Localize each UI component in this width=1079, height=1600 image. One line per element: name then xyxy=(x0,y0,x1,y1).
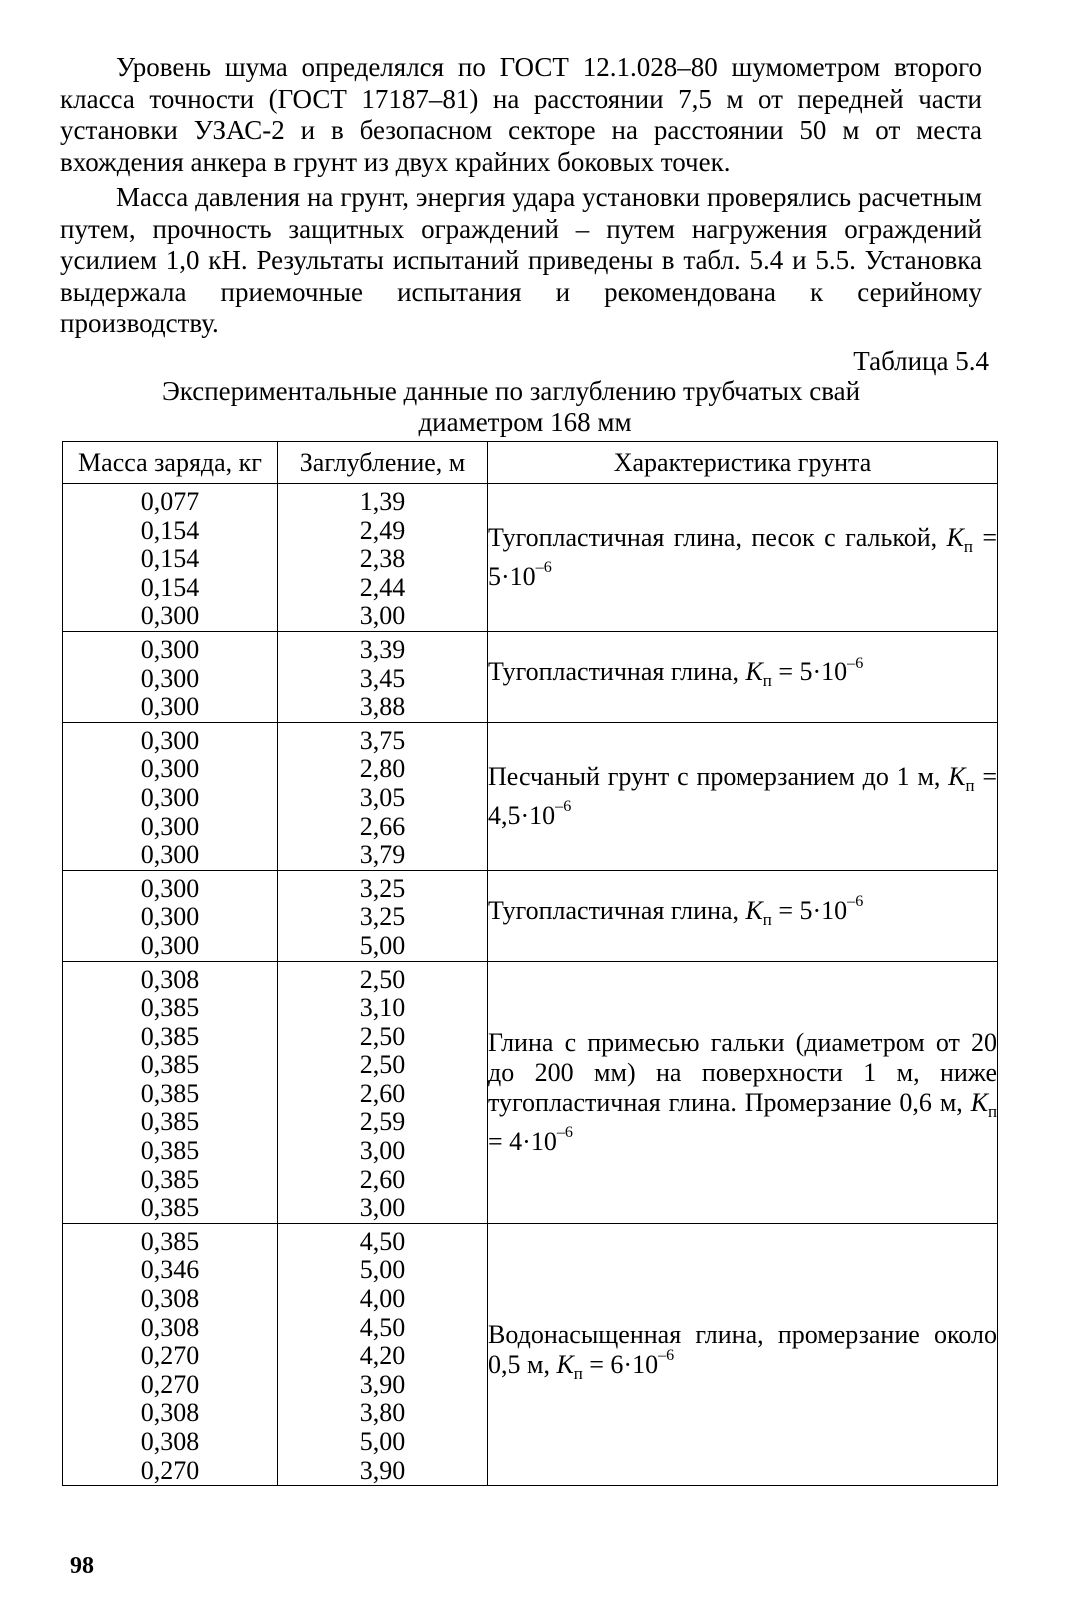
paragraph-test-results: Масса давления на грунт, энергия удара установки проверялись расчетным путем, прочность защитных ограждений – путем нагружения ограждений усилием 1,0 кН. Результаты испытаний приведены в табл. 5.4 и 5.5. Установка выдержала приемочные испытания и рекомендована к серийному производству. xyxy=(60,182,982,338)
mass-value: 0,300 xyxy=(140,840,200,870)
soil-description: Глина с примесью гальки (диаметром от 20 до 200 мм) на поверхности 1 м, ниже тугопластичная глина. Промерзание 0,6 м, xyxy=(488,1027,997,1117)
soil-description-cell xyxy=(488,631,998,722)
coefficient-subscript: п xyxy=(987,1101,997,1121)
soil-description: Тугопластичная глина, песок с галькой, xyxy=(488,522,938,552)
coefficient-symbol: К xyxy=(948,761,966,791)
mass-value: 0,308 xyxy=(140,1427,200,1456)
soil-description: Водонасыщенная глина, промерзание около 0,5 м, xyxy=(488,1319,997,1379)
page-number: 98 xyxy=(70,1553,94,1579)
depth-value: 3,10 xyxy=(359,993,406,1023)
depth-value: 4,20 xyxy=(359,1341,406,1371)
table-title xyxy=(62,375,988,438)
coefficient-value: = 5·10 xyxy=(771,896,848,926)
mass-cell xyxy=(63,961,278,1223)
table-header-row xyxy=(63,442,998,484)
mass-value: 0,385 xyxy=(140,1050,200,1080)
coefficient-exponent: –6 xyxy=(555,798,572,816)
soil-description: Тугопластичная глина, xyxy=(488,657,740,687)
mass-value: 0,385 xyxy=(140,1021,200,1051)
depth-value: 3,45 xyxy=(359,663,406,693)
mass-value: 0,300 xyxy=(140,873,200,903)
depth-value: 2,38 xyxy=(359,544,406,574)
mass-value: 0,300 xyxy=(140,692,200,722)
depth-value: 3,75 xyxy=(359,725,406,755)
mass-value: 0,300 xyxy=(140,634,200,664)
depth-value: 3,90 xyxy=(359,1369,406,1399)
coefficient-exponent: –6 xyxy=(847,893,864,911)
soil-description: Песчаный грунт с промерзанием до 1 м, xyxy=(488,761,941,791)
header-charge-mass: Масса заряда, кг xyxy=(63,442,278,484)
coefficient-value: = 4·10 xyxy=(488,1126,557,1156)
depth-cell xyxy=(278,631,488,722)
mass-value: 0,300 xyxy=(140,902,200,932)
depth-value: 4,50 xyxy=(359,1312,406,1342)
depth-value: 3,00 xyxy=(359,601,406,631)
coefficient-symbol: К xyxy=(970,1087,988,1117)
mass-value: 0,308 xyxy=(140,1284,200,1314)
table-row xyxy=(63,1223,998,1485)
coefficient-exponent: –6 xyxy=(847,654,864,672)
mass-value: 0,385 xyxy=(140,1226,200,1256)
depth-value: 3,25 xyxy=(359,873,406,903)
coefficient-subscript: п xyxy=(963,537,973,557)
mass-cell xyxy=(63,870,278,961)
depth-value: 2,60 xyxy=(359,1078,406,1108)
depth-value: 5,00 xyxy=(359,930,406,960)
data-table xyxy=(62,441,998,1486)
depth-value: 3,39 xyxy=(359,634,406,664)
depth-cell xyxy=(278,722,488,870)
mass-value: 0,300 xyxy=(140,782,200,812)
depth-value: 2,80 xyxy=(359,754,406,784)
depth-value: 3,00 xyxy=(359,1193,406,1223)
table-row xyxy=(63,631,998,722)
coefficient-exponent: –6 xyxy=(658,1347,675,1365)
header-soil: Характеристика грунта xyxy=(488,442,998,484)
table-row xyxy=(63,870,998,961)
depth-cell xyxy=(278,1223,488,1485)
coefficient-exponent: –6 xyxy=(556,1124,573,1142)
mass-value: 0,154 xyxy=(140,572,200,602)
mass-value: 0,154 xyxy=(140,515,200,545)
depth-value: 5,00 xyxy=(359,1427,406,1456)
mass-value: 0,300 xyxy=(140,725,200,755)
depth-value: 1,39 xyxy=(359,487,406,516)
mass-value: 0,270 xyxy=(140,1341,200,1371)
depth-value: 5,00 xyxy=(359,1255,406,1285)
table-title-line-1: Экспериментальные данные по заглублению трубчатых свай xyxy=(161,376,861,406)
mass-value: 0,300 xyxy=(140,754,200,784)
depth-value: 2,50 xyxy=(359,964,406,994)
soil-description-cell xyxy=(488,1223,998,1485)
table-row xyxy=(63,722,998,870)
table-title-line-2: диаметром 168 мм xyxy=(418,407,632,437)
depth-cell xyxy=(278,484,488,632)
mass-cell xyxy=(63,1223,278,1485)
coefficient-exponent: –6 xyxy=(535,559,552,577)
mass-value: 0,308 xyxy=(140,1312,200,1342)
depth-value: 2,59 xyxy=(359,1107,406,1137)
coefficient-subscript: п xyxy=(762,910,772,930)
depth-value: 4,00 xyxy=(359,1284,406,1314)
depth-value: 3,90 xyxy=(359,1455,406,1485)
depth-value: 2,50 xyxy=(359,1021,406,1051)
soil-description-cell xyxy=(488,484,998,632)
depth-value: 2,49 xyxy=(359,515,406,545)
header-depth: Заглубление, м xyxy=(278,442,488,484)
depth-value: 3,80 xyxy=(359,1398,406,1428)
soil-description-cell xyxy=(488,870,998,961)
depth-value: 2,50 xyxy=(359,1050,406,1080)
mass-cell xyxy=(63,722,278,870)
soil-description: Тугопластичная глина, xyxy=(488,896,740,926)
mass-value: 0,300 xyxy=(140,663,200,693)
coefficient-symbol: К xyxy=(556,1349,574,1379)
mass-value: 0,346 xyxy=(140,1255,200,1285)
mass-value: 0,308 xyxy=(140,964,200,994)
mass-cell xyxy=(63,484,278,632)
depth-value: 4,50 xyxy=(359,1226,406,1256)
coefficient-value: = 4,5·10 xyxy=(488,761,997,830)
table-body xyxy=(63,484,998,1486)
coefficient-value: = 5·10 xyxy=(771,657,848,687)
coefficient-subscript: п xyxy=(965,775,975,795)
mass-value: 0,300 xyxy=(140,930,200,960)
mass-value: 0,270 xyxy=(140,1369,200,1399)
mass-value: 0,077 xyxy=(140,487,200,516)
coefficient-symbol: К xyxy=(745,896,763,926)
mass-value: 0,154 xyxy=(140,544,200,574)
depth-value: 3,05 xyxy=(359,782,406,812)
coefficient-symbol: К xyxy=(745,657,763,687)
depth-value: 3,79 xyxy=(359,840,406,870)
soil-description-cell xyxy=(488,961,998,1223)
mass-value: 0,385 xyxy=(140,1193,200,1223)
depth-cell xyxy=(278,961,488,1223)
depth-value: 3,88 xyxy=(359,692,406,722)
table-number: Таблица 5.4 xyxy=(853,346,989,376)
mass-value: 0,308 xyxy=(140,1398,200,1428)
mass-value: 0,270 xyxy=(140,1455,200,1485)
table-row xyxy=(63,961,998,1223)
mass-value: 0,385 xyxy=(140,1107,200,1137)
depth-value: 2,44 xyxy=(359,572,406,602)
depth-value: 2,60 xyxy=(359,1164,406,1194)
depth-value: 3,00 xyxy=(359,1136,406,1166)
depth-cell xyxy=(278,870,488,961)
depth-value: 3,25 xyxy=(359,902,406,932)
mass-value: 0,385 xyxy=(140,1164,200,1194)
mass-value: 0,385 xyxy=(140,1136,200,1166)
coefficient-symbol: К xyxy=(946,522,964,552)
coefficient-value: = 5·10 xyxy=(488,522,998,592)
coefficient-subscript: п xyxy=(762,671,772,691)
coefficient-subscript: п xyxy=(573,1364,583,1384)
mass-value: 0,300 xyxy=(140,601,200,631)
mass-value: 0,385 xyxy=(140,1078,200,1108)
depth-value: 2,66 xyxy=(359,811,406,841)
mass-value: 0,385 xyxy=(140,993,200,1023)
paragraph-noise-measurement: Уровень шума определялся по ГОСТ 12.1.028–80 шумометром второго класса точности (ГОСТ 17187–81) на расстоянии 7,5 м от передней части установки УЗАС-2 и в безопасном секторе на расстоянии 50 м от места вхождения анкера в грунт из двух крайних боковых точек. xyxy=(60,52,982,177)
table-row xyxy=(63,484,998,632)
coefficient-value: = 6·10 xyxy=(582,1349,659,1379)
soil-description-cell xyxy=(488,722,998,870)
mass-cell xyxy=(63,631,278,722)
mass-value: 0,300 xyxy=(140,811,200,841)
